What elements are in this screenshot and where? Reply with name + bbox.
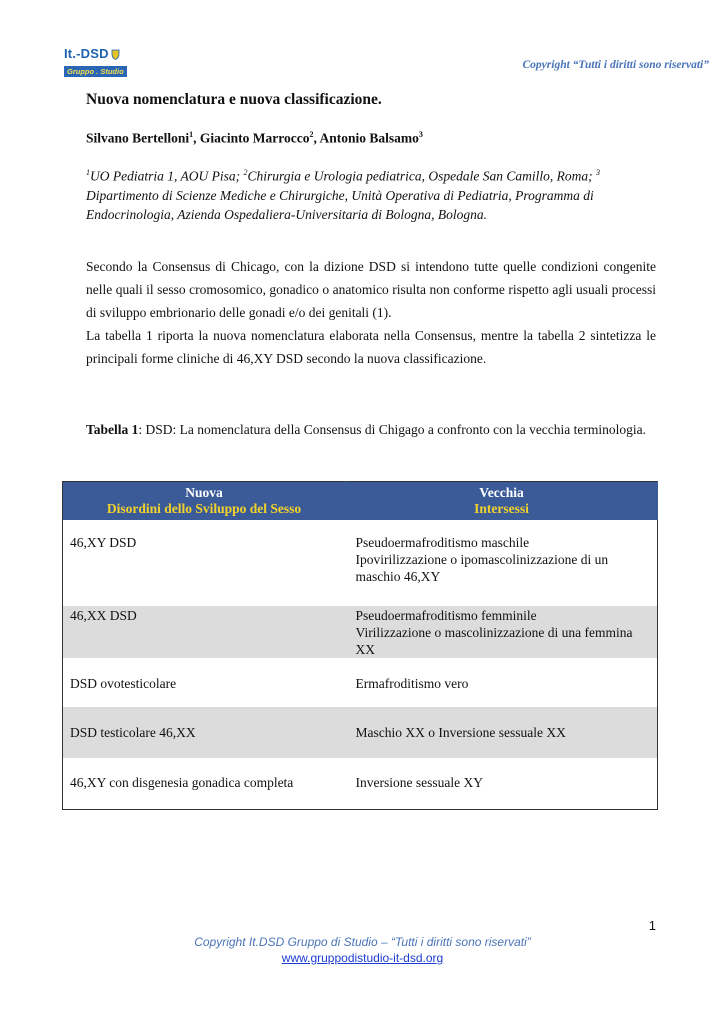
footer-link-wrap: [0, 951, 725, 965]
table-cell-new: DSD ovotesticolare: [70, 676, 177, 691]
website-link[interactable]: www.gruppodistudio-it-dsd.org: [281, 951, 444, 965]
caption-text: : DSD: La nomenclatura della Consensus di Chigago a confronto con la vecchia terminologia.: [138, 422, 647, 437]
caption-label: Tabella 1: [86, 422, 139, 437]
column-title: Vecchia: [479, 485, 524, 500]
body-text: [86, 255, 656, 370]
author-sep: ,: [193, 130, 200, 146]
cell-line: Pseudoermafroditismo maschile: [355, 535, 530, 550]
table-cell-new: DSD testicolare 46,XX: [63, 707, 346, 758]
table-row: [63, 758, 658, 809]
table-cell-old: [346, 520, 658, 606]
author-name: Silvano Bertelloni: [86, 130, 190, 146]
paragraph: Secondo la Consensus di Chicago, con la dizione DSD si intendono tutte quelle condizioni congenite nelle quali il sesso cromosomico, gonadico o anatomico risulta non conforme rispetto agli usuali processi di sviluppo embrionario delle gonadi e/o dei genitali (1).: [86, 259, 656, 320]
table-row: [63, 520, 658, 606]
author-sep: ,: [313, 130, 320, 146]
table-cell-old: Ermafroditismo vero: [355, 676, 469, 691]
logo: [64, 46, 128, 76]
column-header-old: [346, 482, 658, 521]
table-row: [63, 606, 658, 658]
authors: [86, 130, 423, 147]
nomenclature-table: [62, 481, 658, 810]
table-cell-new: 46,XY DSD: [70, 535, 137, 550]
logo-subtitle: Gruppo . Studio: [64, 66, 127, 77]
cell-line: Virilizzazione o mascolinizzazione di una femmina XX: [355, 625, 633, 657]
table-cell-old: Maschio XX o Inversione sessuale XX: [346, 707, 658, 758]
author-sup: 3: [418, 130, 423, 139]
table-caption: [86, 417, 656, 442]
column-header-new: [63, 482, 346, 521]
table-cell-new: 46,XY con disgenesia gonadica completa: [70, 775, 294, 790]
author-sup: 1: [189, 130, 194, 139]
author-name: Giacinto Marrocco: [199, 130, 310, 146]
table-cell-new: 46,XX DSD: [63, 606, 346, 658]
table-cell-old: [346, 606, 658, 658]
column-title: Nuova: [185, 485, 223, 500]
affiliation-2: Chirurgia e Urologia pediatrica, Ospedale San Camillo, Roma;: [247, 168, 596, 184]
page-title: Nuova nomenclatura e nuova classificazione.: [86, 91, 382, 108]
paragraph: La tabella 1 riporta la nuova nomenclatura elaborata nella Consensus, mentre la tabella 2 sintetizza le principali forme cliniche di 46,XY DSD secondo la nuova classificazione.: [86, 328, 656, 366]
table-row: [63, 707, 658, 758]
column-subtitle: Intersessi: [474, 501, 529, 516]
header-copyright: Copyright “Tutti i diritti sono riservati”: [522, 59, 709, 71]
table-header-row: [63, 482, 658, 521]
affil-sup: 2: [243, 168, 248, 177]
affil-sup: 1: [86, 168, 90, 177]
affiliation-3: Dipartimento di Scienze Mediche e Chirurgiche, Unità Operativa di Pediatria, Programma di Endocrinologia, Azienda Ospedaliera-Universitaria di Bologna, Bologna.: [86, 187, 594, 222]
table-cell-old: Inversione sessuale XY: [355, 775, 483, 790]
shield-icon: [111, 49, 120, 60]
column-subtitle: Disordini dello Sviluppo del Sesso: [106, 501, 302, 516]
page-number: 1: [648, 918, 656, 933]
author-sup: 2: [309, 130, 314, 139]
logo-text: It.-DSD: [64, 46, 109, 61]
cell-line: Pseudoermafroditismo femminile: [355, 608, 537, 623]
affil-sup: 3: [595, 168, 600, 177]
author-name: Antonio Balsamo: [319, 130, 419, 146]
table-row: [63, 658, 658, 707]
cell-line: Ipovirilizzazione o ipomascolinizzazione di un maschio 46,XY: [355, 552, 609, 584]
affiliations: [86, 163, 652, 224]
footer-copyright: Copyright It.DSD Gruppo di Studio – “Tutti i diritti sono riservati”: [194, 935, 531, 949]
affiliation-1: UO Pediatria 1, AOU Pisa;: [90, 168, 244, 184]
